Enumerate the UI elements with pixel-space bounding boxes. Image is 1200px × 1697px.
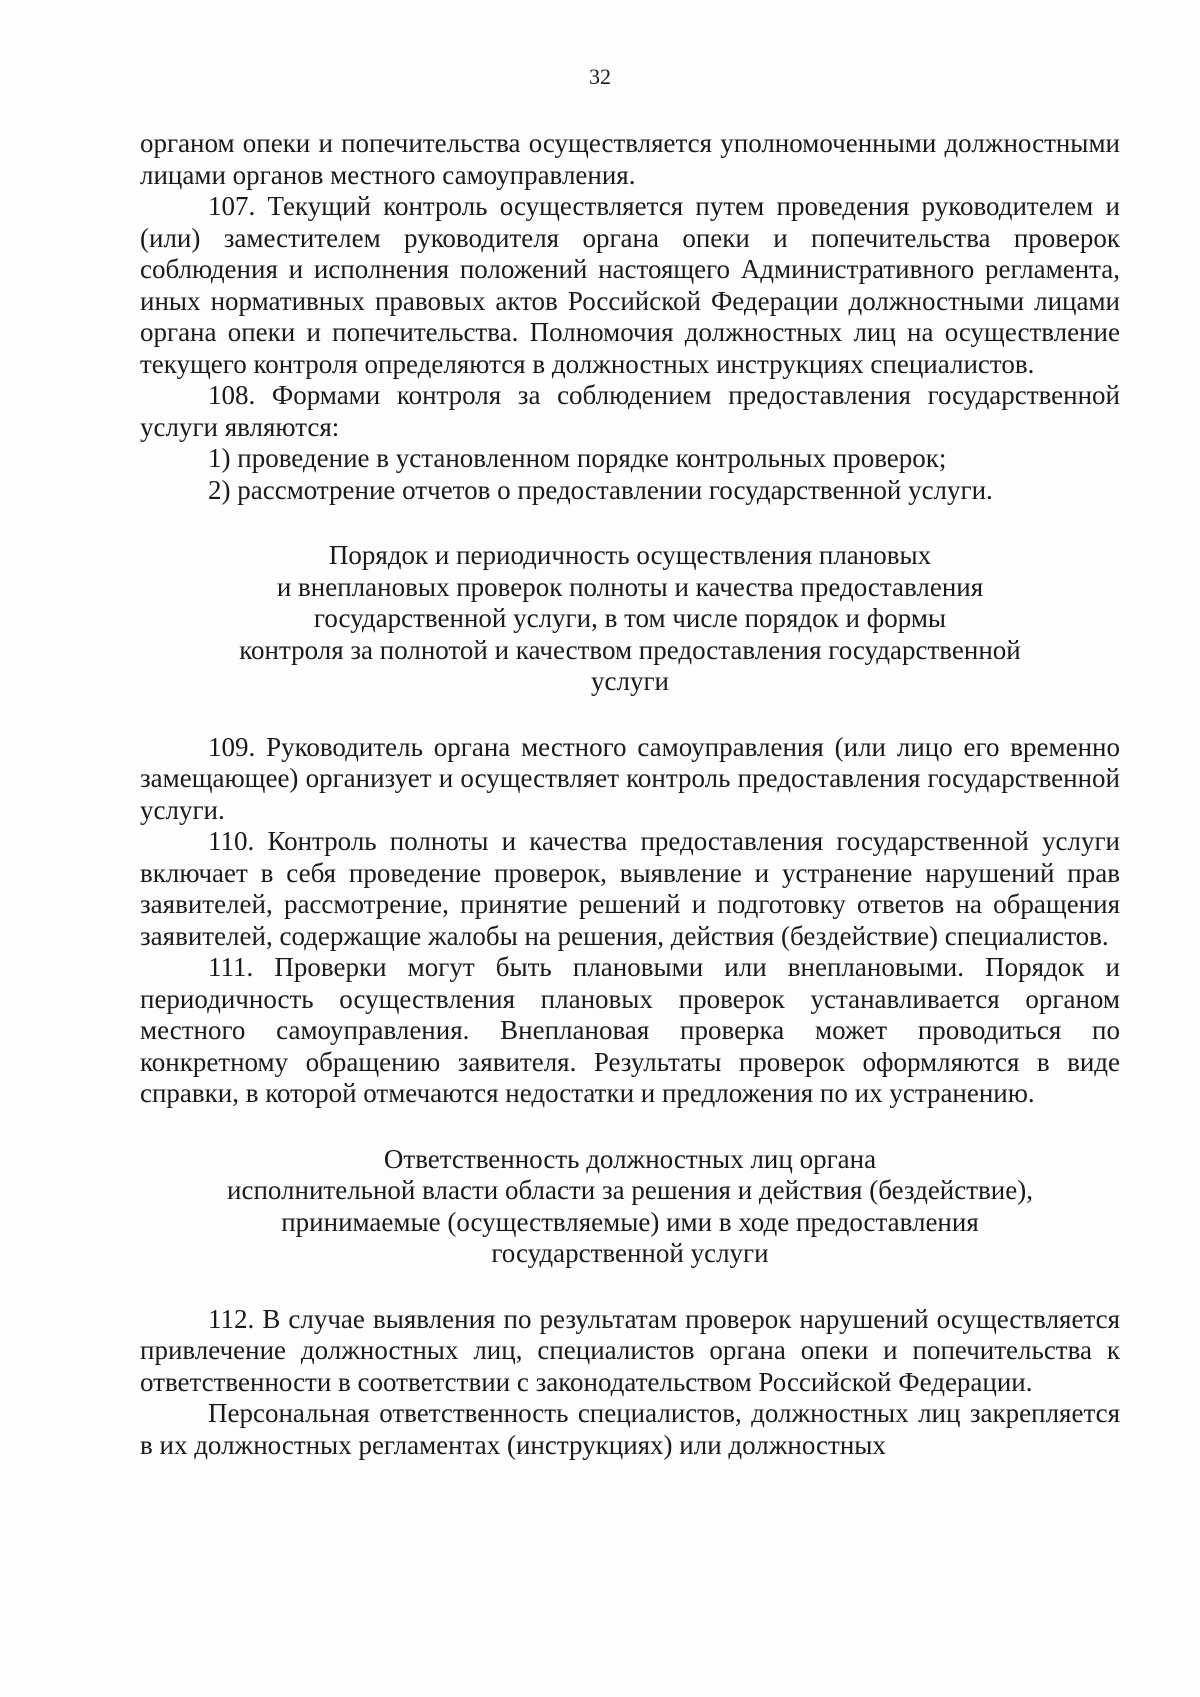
- page-number: 32: [589, 64, 611, 89]
- list-item: 2) рассмотрение отчетов о предоставлении государственной услуги.: [208, 474, 993, 505]
- heading-line: и внеплановых проверок полноты и качества предоставления: [276, 571, 984, 602]
- heading-line: принимаемые (осуществляемые) ими в ходе предоставления: [281, 1206, 979, 1237]
- paragraph-continuation: органом опеки и попечительства осуществляется уполномоченными должностными лицами органов местного самоуправления.: [140, 128, 1120, 190]
- heading-line: Ответственность должностных лиц органа: [383, 1143, 877, 1174]
- section-heading-responsibility: [140, 1144, 1120, 1270]
- paragraph-111: 111. Проверки могут быть плановыми или внеплановыми. Порядок и периодичность осуществления плановых проверок устанавливается органом местного самоуправления. Внеплановая проверка может проводиться по конкретному обращению заявителя. Результаты проверок оформляются в виде справки, в которой отмечаются недостатки и предложения по их устранению.: [140, 952, 1120, 1108]
- heading-line: Порядок и периодичность осуществления плановых: [328, 540, 932, 570]
- heading-line: контроля за полнотой и качеством предоставления государственной: [239, 634, 1021, 665]
- heading-line: государственной услуги: [491, 1238, 769, 1268]
- section-heading-inspections: [140, 540, 1120, 698]
- heading-line: услуги: [591, 666, 669, 696]
- paragraph-112: 112. В случае выявления по результатам проверок нарушений осуществляется привлечение должностных лиц, специалистов органа опеки и попечительства к ответственности в соответствии с законодательством Российской Федерации.: [140, 1303, 1120, 1397]
- heading-line: исполнительной власти области за решения и действия (бездействие),: [227, 1175, 1033, 1205]
- paragraph-110: 110. Контроль полноты и качества предоставления государственной услуги включает в себя проведение проверок, выявление и устранение нарушений прав заявителей, рассмотрение, принятие решений и подготовку ответов на обращения заявителей, содержащие жалобы на решения, действия (бездействие) специалистов.: [140, 826, 1120, 951]
- document-body: [140, 128, 1120, 1461]
- paragraph-109: 109. Руководитель органа местного самоуправления (или лицо его временно замещающее) организует и осуществляет контроль предоставления государственной услуги.: [140, 731, 1120, 825]
- list-item: 1) проведение в установленном порядке контрольных проверок;: [208, 443, 947, 473]
- paragraph-107: 107. Текущий контроль осуществляется путем проведения руководителем и (или) заместителем руководителя органа опеки и попечительства проверок соблюдения и исполнения положений настоящего Административного регламента, иных нормативных правовых актов Российской Федерации должностными лицами органа опеки и попечительства. Полномочия должностных лиц на осуществление текущего контроля определяются в должностных инструкциях специалистов.: [140, 191, 1120, 379]
- paragraph-108: 108. Формами контроля за соблюдением предоставления государственной услуги являются:: [140, 380, 1120, 442]
- heading-line: государственной услуги, в том числе порядок и формы: [313, 603, 947, 633]
- paragraph-personal-responsibility: Персональная ответственность специалистов, должностных лиц закрепляется в их должностных регламентах (инструкциях) или должностных: [140, 1398, 1120, 1460]
